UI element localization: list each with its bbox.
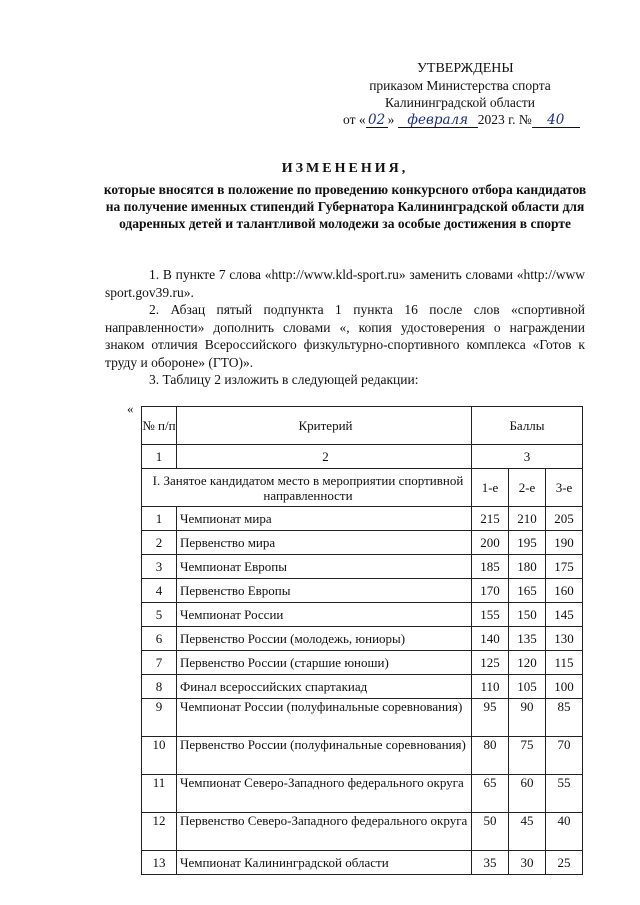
place-1-header: 1-е bbox=[472, 469, 509, 507]
row-number: 4 bbox=[142, 579, 177, 603]
row-number: 11 bbox=[142, 775, 177, 813]
row-points-3: 145 bbox=[546, 603, 583, 627]
row-points-1: 50 bbox=[472, 813, 509, 851]
date-mid: » bbox=[387, 112, 395, 127]
row-points-1: 95 bbox=[472, 699, 509, 737]
table-section-row bbox=[142, 469, 583, 507]
row-points-3: 130 bbox=[546, 627, 583, 651]
row-criterion: Чемпионат Северо-Западного федерального округа bbox=[177, 775, 472, 813]
row-points-1: 185 bbox=[472, 555, 509, 579]
row-points-2: 165 bbox=[509, 579, 546, 603]
paragraph-2: 2. Абзац пятый подпункта 1 пункта 16 после слов «спортивной направленности» дополнить словами «, копия удостоверения о награждении знаком отличия Всероссийского физкультурно-спортивного комплекса «Готов к труду и обороне» (ГТО)». bbox=[105, 302, 585, 370]
row-number: 13 bbox=[142, 851, 177, 875]
row-points-3: 25 bbox=[546, 851, 583, 875]
index-col-3: 3 bbox=[472, 445, 583, 469]
table-index-row bbox=[142, 445, 583, 469]
row-points-2: 180 bbox=[509, 555, 546, 579]
row-criterion: Первенство мира bbox=[177, 531, 472, 555]
date-year: 2023 г. № bbox=[477, 112, 532, 127]
row-number: 3 bbox=[142, 555, 177, 579]
row-number: 7 bbox=[142, 651, 177, 675]
row-points-1: 125 bbox=[472, 651, 509, 675]
row-points-3: 205 bbox=[546, 507, 583, 531]
table-row bbox=[142, 555, 583, 579]
row-number: 9 bbox=[142, 699, 177, 737]
row-criterion: Чемпионат мира bbox=[177, 507, 472, 531]
row-criterion: Чемпионат России (полуфинальные соревнования) bbox=[177, 699, 472, 737]
row-points-1: 155 bbox=[472, 603, 509, 627]
table-row bbox=[142, 775, 583, 813]
row-points-2: 45 bbox=[509, 813, 546, 851]
points-table bbox=[141, 406, 583, 875]
table-row bbox=[142, 507, 583, 531]
row-points-2: 150 bbox=[509, 603, 546, 627]
row-points-2: 105 bbox=[509, 675, 546, 699]
table-row bbox=[142, 627, 583, 651]
table-row bbox=[142, 699, 583, 737]
row-points-1: 215 bbox=[472, 507, 509, 531]
row-number: 12 bbox=[142, 813, 177, 851]
document-body bbox=[105, 266, 585, 389]
row-points-1: 80 bbox=[472, 737, 509, 775]
row-points-3: 190 bbox=[546, 531, 583, 555]
handwritten-number: 40 bbox=[532, 113, 580, 128]
index-col-1: 1 bbox=[142, 445, 177, 469]
row-criterion: Чемпионат Европы bbox=[177, 555, 472, 579]
row-points-2: 90 bbox=[509, 699, 546, 737]
row-number: 10 bbox=[142, 737, 177, 775]
approval-block bbox=[340, 60, 580, 128]
row-points-1: 110 bbox=[472, 675, 509, 699]
handwritten-day: 02 bbox=[366, 113, 388, 128]
approval-line-2: Калининградской области bbox=[384, 95, 536, 110]
heading-subtitle: которые вносятся в положение по проведению конкурсного отбора кандидатов на получение именных стипендий Губернатора Калининградской области для одаренных детей и талантливой молодежи за особые достижения в спорте bbox=[103, 182, 587, 231]
row-points-2: 30 bbox=[509, 851, 546, 875]
row-criterion: Первенство России (молодежь, юниоры) bbox=[177, 627, 472, 651]
table-open-quote: « bbox=[127, 401, 134, 416]
table-row bbox=[142, 651, 583, 675]
row-points-3: 85 bbox=[546, 699, 583, 737]
row-points-2: 60 bbox=[509, 775, 546, 813]
date-prefix: от « bbox=[343, 112, 366, 127]
row-points-3: 115 bbox=[546, 651, 583, 675]
row-criterion: Финал всероссийских спартакиад bbox=[177, 675, 472, 699]
table-row bbox=[142, 813, 583, 851]
table-row bbox=[142, 737, 583, 775]
row-criterion: Первенство России (старшие юноши) bbox=[177, 651, 472, 675]
table-row bbox=[142, 851, 583, 875]
row-points-1: 65 bbox=[472, 775, 509, 813]
table-row bbox=[142, 675, 583, 699]
heading-title: ИЗМЕНЕНИЯ, bbox=[281, 161, 409, 176]
row-points-2: 210 bbox=[509, 507, 546, 531]
row-number: 6 bbox=[142, 627, 177, 651]
handwritten-month: февраля bbox=[398, 113, 478, 128]
row-points-3: 175 bbox=[546, 555, 583, 579]
index-col-2: 2 bbox=[177, 445, 472, 469]
row-points-3: 70 bbox=[546, 737, 583, 775]
row-points-2: 135 bbox=[509, 627, 546, 651]
row-points-1: 200 bbox=[472, 531, 509, 555]
row-points-3: 100 bbox=[546, 675, 583, 699]
row-points-2: 75 bbox=[509, 737, 546, 775]
row-points-3: 160 bbox=[546, 579, 583, 603]
table-row bbox=[142, 531, 583, 555]
table-row bbox=[142, 603, 583, 627]
row-criterion: Чемпионат России bbox=[177, 603, 472, 627]
table-row bbox=[142, 579, 583, 603]
row-criterion: Первенство Европы bbox=[177, 579, 472, 603]
row-points-1: 170 bbox=[472, 579, 509, 603]
row-points-2: 120 bbox=[509, 651, 546, 675]
place-2-header: 2-е bbox=[509, 469, 546, 507]
approval-title: УТВЕРЖДЕНЫ bbox=[417, 61, 514, 76]
row-points-3: 55 bbox=[546, 775, 583, 813]
document-heading bbox=[100, 160, 590, 232]
place-3-header: 3-е bbox=[546, 469, 583, 507]
row-number: 5 bbox=[142, 603, 177, 627]
paragraph-3: 3. Таблицу 2 изложить в следующей редакции: bbox=[149, 372, 419, 387]
row-points-1: 35 bbox=[472, 851, 509, 875]
row-points-3: 40 bbox=[546, 813, 583, 851]
header-num: № п/п bbox=[142, 407, 177, 445]
header-points: Баллы bbox=[472, 407, 583, 445]
section-title: I. Занятое кандидатом место в мероприятии спортивной направленности bbox=[142, 469, 472, 507]
approval-date-line bbox=[343, 111, 580, 128]
row-criterion: Чемпионат Калининградской области bbox=[177, 851, 472, 875]
row-number: 8 bbox=[142, 675, 177, 699]
row-number: 2 bbox=[142, 531, 177, 555]
row-points-2: 195 bbox=[509, 531, 546, 555]
row-points-1: 140 bbox=[472, 627, 509, 651]
row-number: 1 bbox=[142, 507, 177, 531]
paragraph-1: 1. В пункте 7 слова «http://www.kld-sport.ru» заменить словами «http://www sport.gov39.ru». bbox=[105, 267, 585, 300]
row-criterion: Первенство Северо-Западного федерального округа bbox=[177, 813, 472, 851]
approval-line-1: приказом Министерства спорта bbox=[369, 78, 551, 93]
header-criterion: Критерий bbox=[177, 407, 472, 445]
row-criterion: Первенство России (полуфинальные соревнования) bbox=[177, 737, 472, 775]
table-header-row bbox=[142, 407, 583, 445]
